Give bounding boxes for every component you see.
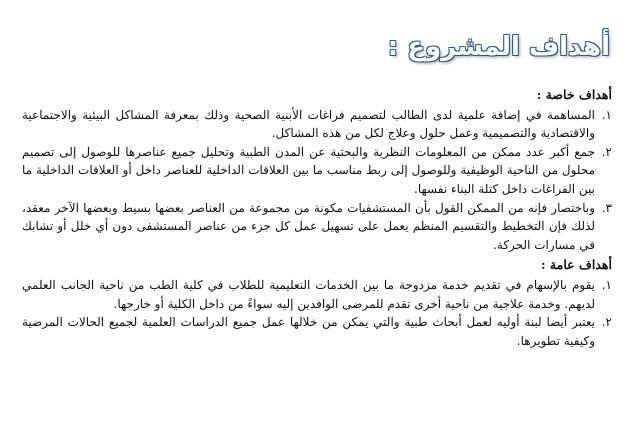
list-item-text: يقوم بالإسهام في تقديم خدمة مزدوجة ما بين الخدمات التعليمية للطلاب في كلية الطب من ناحية الجانب العلمي لديهم. وخدمة علاجية من ناحية أخرى تقدم للمرضى الوافدين إليه سواءً من داخل الكلية أو خارجها. [22, 277, 595, 311]
slide-title: أهداف المشروع : [387, 32, 610, 62]
list-item-number: ٢. [601, 315, 612, 330]
list-item-number: ٣. [601, 200, 612, 215]
section-general-goals [22, 256, 612, 350]
list-item [22, 313, 612, 350]
section-heading: أهداف عامة : [540, 257, 612, 273]
list-item-text: المساهمة في إضافة علمية لدى الطالب لتصميم فراغات الأبنية الصحية وذلك بمعرفة المشاكل البيئية والاجتماعية والاقتصادية والتصميمية وعمل حلول وعلاج لكل من هذه المشاكل. [22, 107, 595, 141]
list-item [22, 106, 612, 143]
content-body [22, 86, 612, 350]
list-item-number: ١. [601, 107, 612, 122]
list-item [22, 143, 612, 199]
section-specific-goals [22, 86, 612, 254]
list-item-text: يعتبر أيضا لبنة أوليه لعمل أبحاث طبية والتي يمكن من خلالها عمل جميع الدراسات العلمية لجميع الحالات المرضية وكيفية تطويرها. [22, 315, 595, 348]
list-item-text: وباختصار فإنه من الممكن القول بأن المستشفيات مكونة من مجموعة من العناصر بعضها بسيط وبعضها الآخر معقد، لذلك فإن التخطيط والتقسيم المنظم يعمل على تسهيل عمل كل جزء من عناصر المستشفى دون أي خلل أو تشابك في مسارات الحركة. [22, 200, 595, 252]
list-item-number: ٢. [601, 144, 612, 159]
list-item [22, 276, 612, 313]
list-item-text: جمع أكبر عدد ممكن من المعلومات النظرية والبحثية عن المدن الطبية وتحليل جميع عناصرها للوصول إلى تصميم محلول من الناحية الوظيفية وللوصول إلى ربط مناسب ما بين العلاقات الداخلية للعناصر داخل أو العلاقات الداخلية ما بين الفراغات داخل كتلة البناء نفسها. [22, 144, 595, 196]
list-item [22, 199, 612, 255]
section-heading: أهداف خاصة : [536, 87, 612, 102]
list-item-number: ١. [601, 277, 612, 292]
